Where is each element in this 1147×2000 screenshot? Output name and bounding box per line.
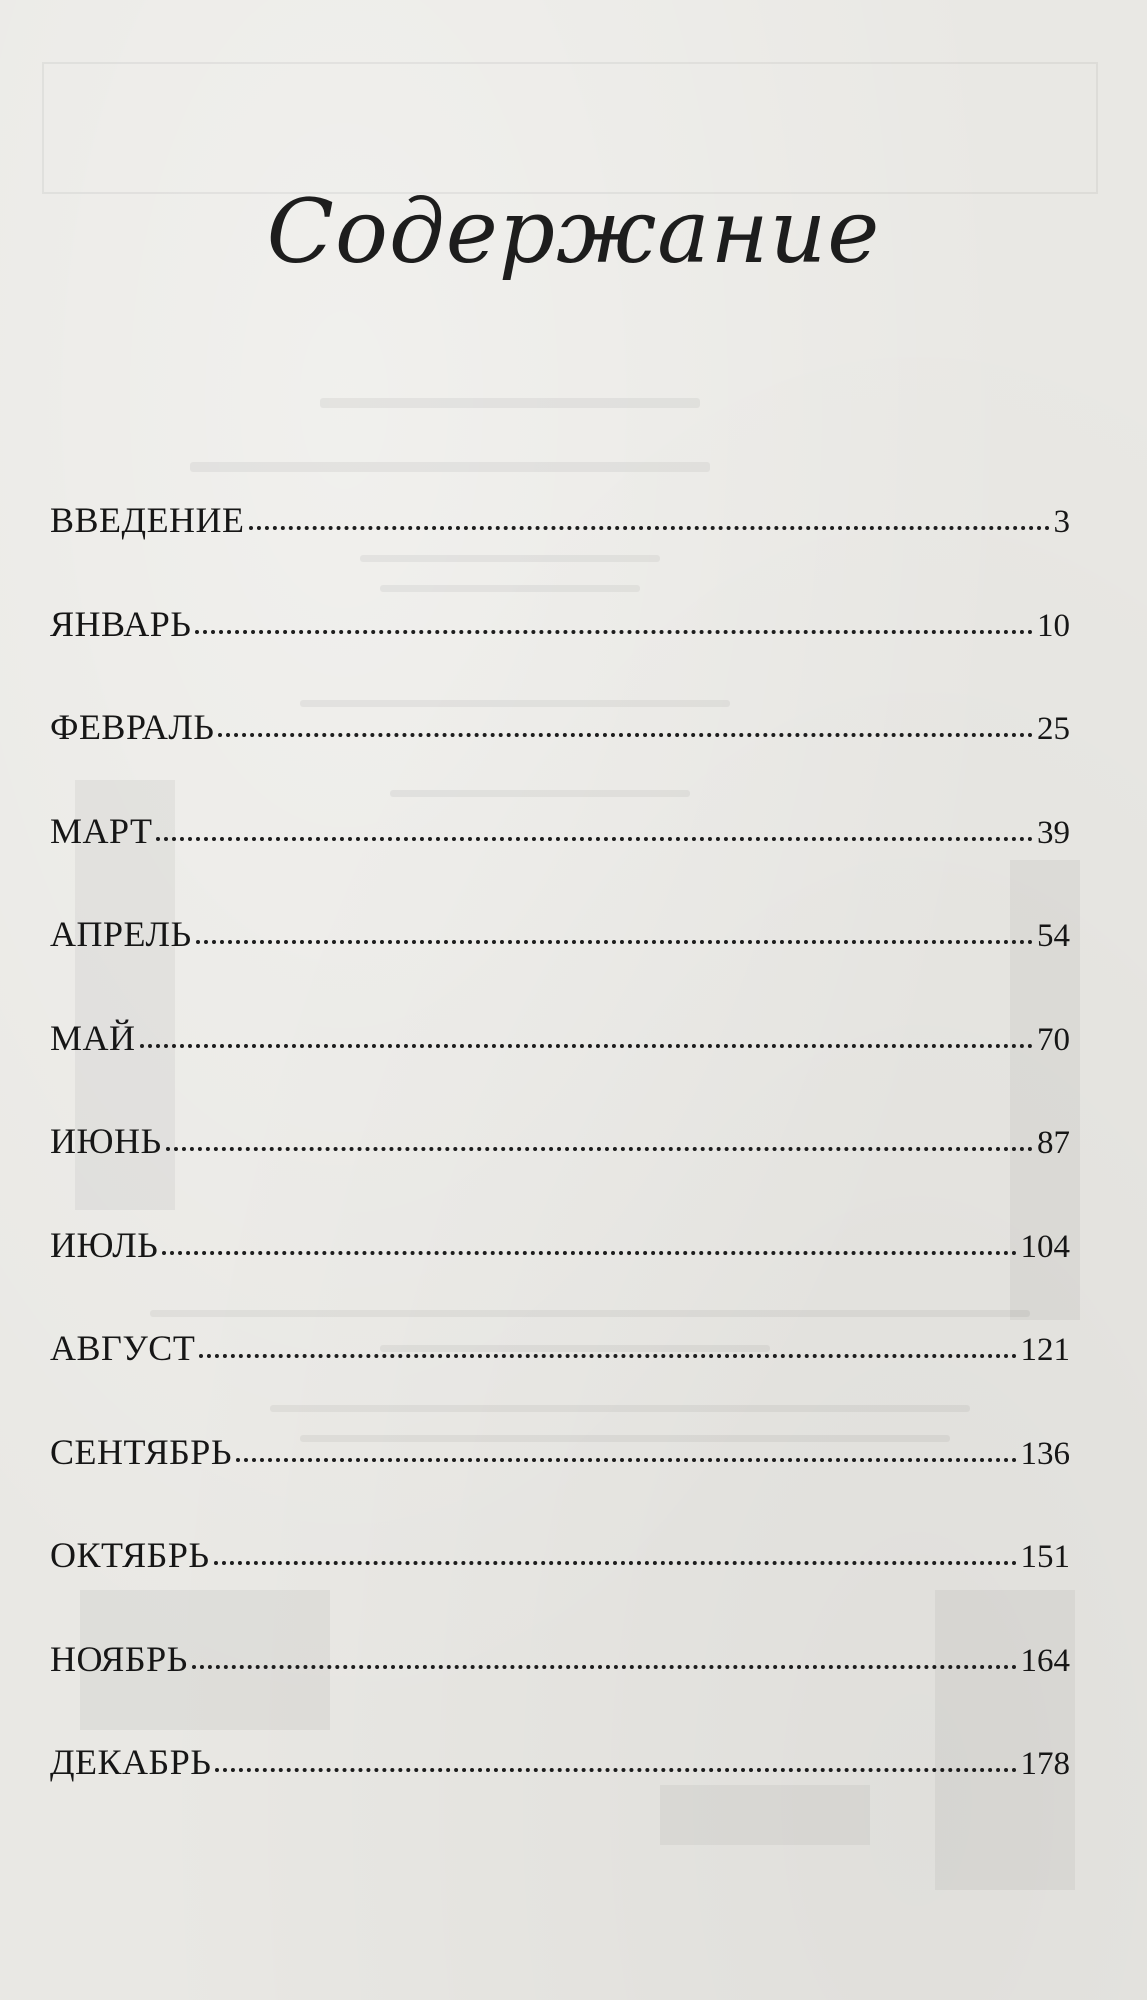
toc-entry xyxy=(50,916,1070,1020)
toc-entry-page-number: 121 xyxy=(1020,1332,1070,1368)
dot-leader xyxy=(156,835,1033,841)
toc-entry-label: ВВЕДЕНИЕ xyxy=(50,500,245,540)
toc-entry-page-number: 87 xyxy=(1037,1125,1070,1161)
toc-entry xyxy=(50,709,1070,813)
toc-entry-page-number: 39 xyxy=(1037,814,1070,851)
toc-entry-page-number: 3 xyxy=(1053,504,1070,540)
dot-leader xyxy=(215,1766,1016,1772)
toc-entry xyxy=(50,1330,1070,1434)
toc-entry xyxy=(50,1123,1070,1227)
dot-leader xyxy=(192,1663,1017,1669)
dot-leader xyxy=(214,1559,1017,1565)
toc-entry xyxy=(50,1537,1070,1641)
toc-entry-page-number: 54 xyxy=(1037,918,1070,954)
dot-leader xyxy=(199,1352,1016,1358)
dot-leader xyxy=(196,938,1033,944)
toc-entry-label: СЕНТЯБРЬ xyxy=(50,1431,232,1472)
bleed-through-frame xyxy=(42,62,1098,194)
toc-entry xyxy=(50,1638,1070,1745)
toc-entry-page-number: 70 xyxy=(1037,1021,1070,1058)
dot-leader xyxy=(236,1456,1017,1462)
toc-entry-label: ИЮЛЬ xyxy=(50,1224,159,1265)
toc-entry-label: МАРТ xyxy=(50,810,153,851)
toc-entry xyxy=(50,1431,1070,1538)
toc-entry-label: ФЕВРАЛЬ xyxy=(50,707,215,747)
dot-leader xyxy=(195,628,1033,634)
toc-entry-page-number: 136 xyxy=(1020,1435,1070,1472)
toc-entry-page-number: 104 xyxy=(1020,1228,1070,1265)
dot-leader xyxy=(218,731,1033,737)
dot-leader xyxy=(166,1145,1033,1151)
toc-entry-label: ОКТЯБРЬ xyxy=(50,1535,210,1575)
toc-entry-page-number: 151 xyxy=(1020,1539,1070,1575)
toc-entry-page-number: 164 xyxy=(1020,1642,1070,1679)
toc-entry-page-number: 10 xyxy=(1037,607,1070,644)
toc-entry-page-number: 25 xyxy=(1037,711,1070,747)
toc-entry-label: ДЕКАБРЬ xyxy=(50,1742,212,1782)
toc-entry-label: МАЙ xyxy=(50,1017,136,1058)
toc-entry-label: АВГУСТ xyxy=(50,1328,196,1368)
toc-entry xyxy=(50,810,1070,917)
toc-entry-label: НОЯБРЬ xyxy=(50,1638,188,1679)
toc-entry xyxy=(50,1744,1070,1848)
toc-entry-label: АПРЕЛЬ xyxy=(50,914,192,954)
toc-entry-page-number: 178 xyxy=(1020,1746,1070,1782)
toc-entry xyxy=(50,603,1070,710)
page-title: Содержание xyxy=(266,180,881,283)
table-of-contents xyxy=(50,502,1070,1848)
dot-leader xyxy=(249,524,1050,530)
dot-leader xyxy=(140,1042,1033,1048)
toc-entry xyxy=(50,1017,1070,1124)
bleed-through-line xyxy=(190,462,710,472)
toc-entry-label: ЯНВАРЬ xyxy=(50,603,192,644)
bleed-through-line xyxy=(320,398,700,408)
toc-entry-label: ИЮНЬ xyxy=(50,1121,162,1161)
toc-entry xyxy=(50,1224,1070,1331)
dot-leader xyxy=(162,1249,1016,1255)
toc-entry xyxy=(50,502,1070,606)
